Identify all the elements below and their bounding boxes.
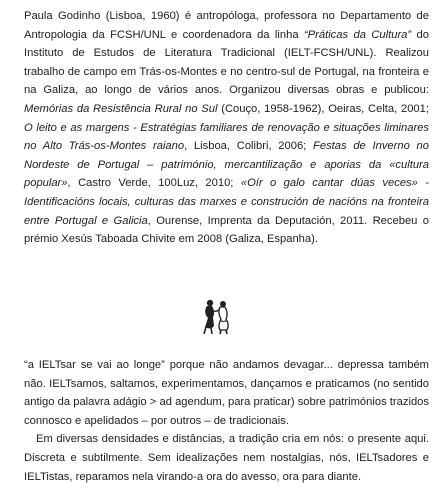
dancing-couple-vignette-icon (199, 296, 233, 336)
bio-italic-work-3: Festas de Inverno no Nordeste de Portugal – património, mercantilização e aporias da «cultura popular» (24, 140, 429, 190)
bio-text-2: do Instituto de Estudos de Literatura Tradicional (IELT-FCSH/UNL). Realizou trabalho de campo em Trás-os-Montes e no centro-sul de Portugal, na fronteira e na Galiza, ao longo de vários anos. Organizou diversas obras e publicou: (24, 28, 429, 97)
essay-paragraph-1: “a IELTsar se vai ao longe” porque não andamos devagar... depressa também não. IELTsamos, saltamos, experimentamos, dançamos e praticamos (no sentido antigo da palavra adágio > ad agendum, para praticar) sobre patrimónios trazidos connosco e apelidados – por outros – de tradicionais. (24, 359, 429, 427)
essay-excerpt (24, 356, 429, 486)
bio-italic-line-title: “Práticas da Cultura” (303, 28, 412, 41)
bio-italic-work-2: O leito e as margens - Estratégias familiares de renovação e situações liminares no Alto Trás-os-Montes raiano (24, 121, 429, 153)
essay-paragraph-2: Em diversas densidades e distâncias, a tradição cria em nós: o presente aqui. Discreta e subtilmente. Sem idealizações nem nostalgias, nós, IELTsadores e IELTistas, reparamos nela virando-a ora do avesso, ora para diante. (24, 433, 429, 483)
author-biography (24, 7, 429, 249)
bio-text-4: , Lisboa, Colibri, 2006; (184, 140, 314, 153)
bio-text-6: , Ourense, Imprenta da Deputación, 2011. Recebeu o prémio Xesús Taboada Chivite em 2008 (Galiza, Espanha). (24, 214, 429, 246)
bio-text-1: Paula Godinho (Lisboa, 1960) é antropóloga, professora no Departamento de Antropologia da FCSH/UNL e coordenadora da linha (24, 10, 429, 41)
bio-italic-work-1: Memórias da Resistência Rural no Sul (24, 102, 218, 115)
bio-text-5: , Castro Verde, 100Luz, 2010; (67, 177, 241, 190)
bio-text-3: (Couço, 1958-1962), Oeiras, Celta, 2001; (217, 102, 429, 115)
bio-italic-work-4: «Oír o galo cantar dúas veces» -Identificacións locais, culturas das marxes e construción de nacións na fronteira entre Portugal e Galicia (24, 177, 429, 227)
